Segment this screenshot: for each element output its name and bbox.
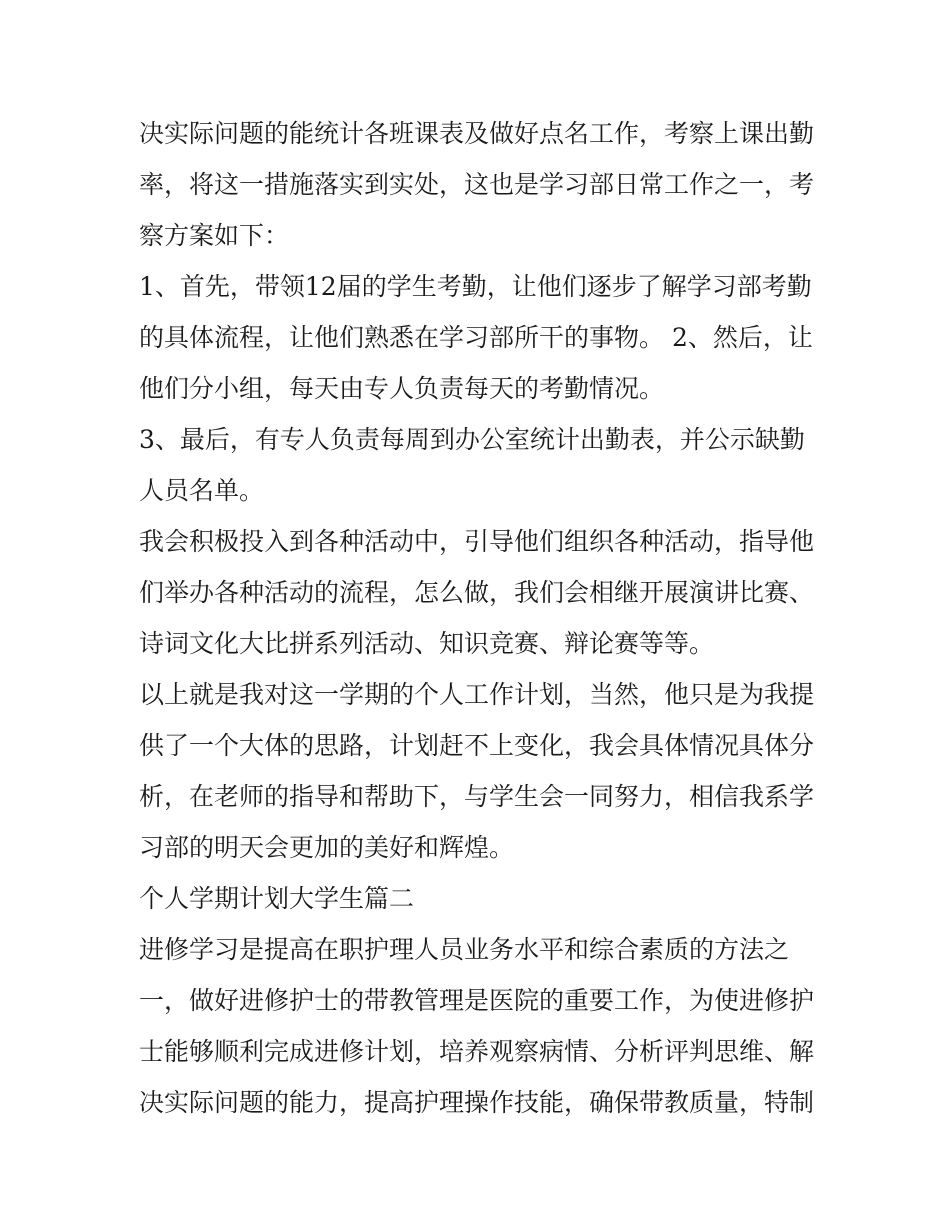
text-line: 察方案如下：: [139, 221, 290, 250]
text-line: 他们分小组，每天由专人负责每天的考勤情况。: [139, 374, 665, 403]
text-line: 率，将这一措施落实到实处，这也是学习部日常工作之一，考: [139, 170, 815, 199]
text-line: 析，在老师的指导和帮助下，与学生会一同努力，相信我系学: [139, 782, 815, 811]
text-line: 供了一个大体的思路，计划赶不上变化，我会具体情况具体分: [139, 731, 815, 760]
text-line: 人员名单。: [139, 476, 265, 505]
text-line: 习部的明天会更加的美好和辉煌。: [139, 833, 515, 862]
document-body: [139, 108, 819, 1128]
text-line: 士能够顺利完成进修计划，培养观察病情、分析评判思维、解: [139, 1037, 815, 1066]
text-line: 的具体流程，让他们熟悉在学习部所干的事物。 2、然后，让: [139, 323, 813, 352]
text-line: 们举办各种活动的流程，怎么做，我们会相继开展演讲比赛、: [139, 578, 815, 607]
text-line: 决实际问题的能力，提高护理操作技能，确保带教质量，特制: [139, 1088, 815, 1117]
text-line: 我会积极投入到各种活动中，引导他们组织各种活动，指导他: [139, 527, 815, 556]
text-line: 1、首先，带领12届的学生考勤，让他们逐步了解学习部考勤: [139, 272, 812, 301]
text-line: 决实际问题的能统计各班课表及做好点名工作，考察上课出勤: [139, 119, 815, 148]
text-line: 以上就是我对这一学期的个人工作计划，当然，他只是为我提: [139, 680, 815, 709]
section-heading: 个人学期计划大学生篇二: [139, 884, 415, 913]
text-line: 3、最后，有专人负责每周到办公室统计出勤表，并公示缺勤: [139, 425, 805, 454]
text-line: 进修学习是提高在职护理人员业务水平和综合素质的方法之: [139, 935, 790, 964]
text-line: 诗词文化大比拼系列活动、知识竞赛、辩论赛等等。: [139, 629, 715, 658]
text-line: 一，做好进修护士的带教管理是医院的重要工作，为使进修护: [139, 986, 815, 1015]
